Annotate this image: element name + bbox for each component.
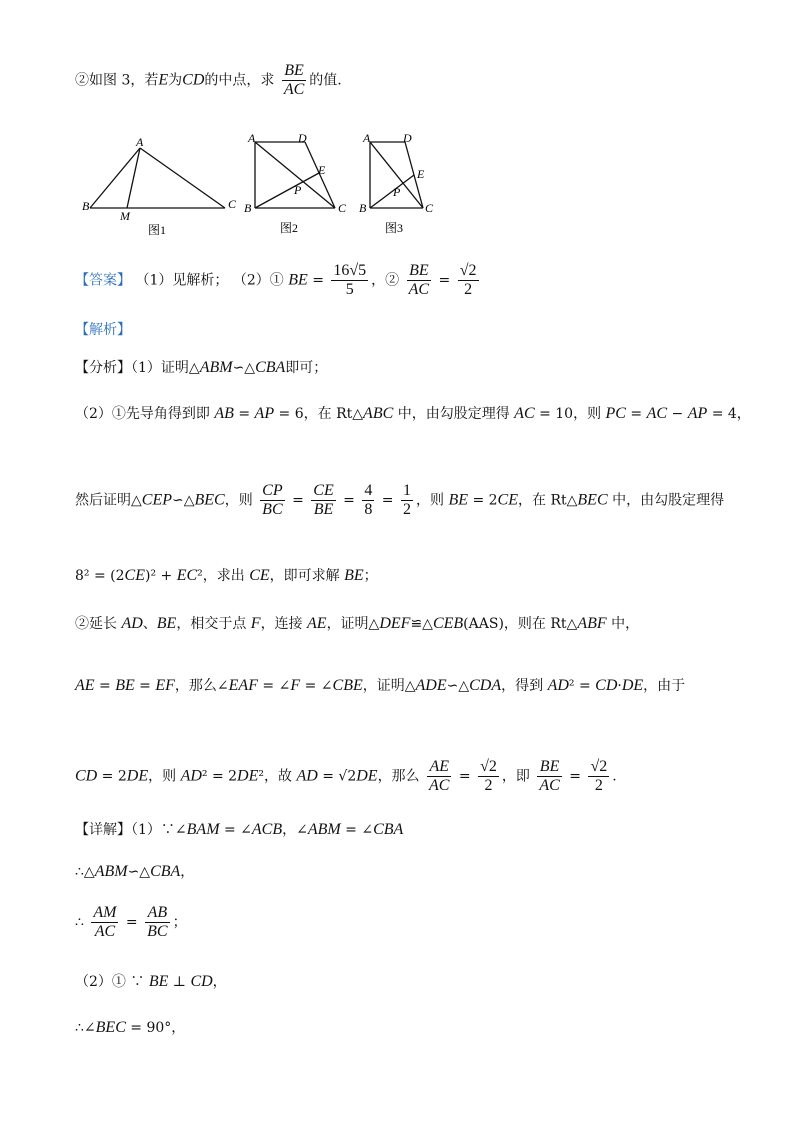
fig1-label-B: B bbox=[82, 199, 90, 213]
detail-tag: 【详解】 bbox=[75, 822, 131, 838]
fig2-label-C: C bbox=[338, 201, 347, 215]
fig3-caption: 图3 bbox=[385, 221, 404, 235]
fig2-label-P: P bbox=[294, 183, 302, 197]
detail-line-4: （2）① ∵ BE ⊥ CD， bbox=[75, 973, 227, 990]
fig1-label-C: C bbox=[228, 197, 237, 211]
analysis-line-4: 8² = (2CE)² + EC²，求出 CE，即可求解 BE； bbox=[75, 567, 378, 584]
answer-part1: （1）见解析； bbox=[135, 272, 229, 289]
fig1-label-A: A bbox=[136, 138, 144, 149]
detail-line-3: ∴ $\frac{AM}{AC}$ = $\frac{AB}{BC}$ ； bbox=[75, 904, 187, 940]
analysis-line-1: 【分析】（1）证明△ABM∽△CBA即可； bbox=[75, 359, 328, 376]
question-line: ②如图 3，若E为CD的中点，求 $\frac{BE}{AC}$ 的值. bbox=[75, 62, 342, 98]
figure-2 bbox=[240, 132, 360, 238]
fig2-label-A: A bbox=[248, 132, 256, 145]
analysis-tag: 【分析】 bbox=[75, 360, 131, 376]
analysis-heading: 【解析】 bbox=[75, 322, 131, 338]
detail-line-2: ∴△ABM∽△CBA， bbox=[75, 863, 195, 880]
answer-line: 【答案】 （1）见解析； （2）① BE = $\frac{16√5}{5}$ ，② $\frac{BE}{AC}$ = $\frac{√2}{2}$ bbox=[75, 262, 477, 298]
fig3-label-P: P bbox=[393, 185, 401, 199]
fig1-label-M: M bbox=[120, 209, 130, 223]
detail-line-5: ∴∠BEC = 90°， bbox=[75, 1019, 186, 1036]
analysis-line-6: AE = BE = EF，那么∠EAF = ∠F = ∠CBE，证明△ADE∽△CDA，得到 AD² = CD·DE，由于 bbox=[75, 677, 686, 694]
answer-tag: 【答案】 bbox=[75, 272, 131, 289]
fig2-label-D: D bbox=[298, 132, 307, 145]
fig3-label-B: B bbox=[359, 201, 367, 215]
analysis-line-2: （2）①先导角得到即 AB = AP = 6，在 Rt△ABC 中，由勾股定理得 AC = 10，则 PC = AC − AP = 4， bbox=[75, 405, 751, 422]
fig2-label-B: B bbox=[244, 201, 252, 215]
fig3-label-A: A bbox=[363, 132, 371, 145]
detail-line-1: 【详解】（1）∵∠BAM = ∠ACB，∠ABM = ∠CBA bbox=[75, 821, 404, 838]
fig2-caption: 图2 bbox=[280, 221, 299, 235]
analysis-line-7: CD = 2DE，则 AD² = 2DE²，故 AD = √2DE，那么 $\frac{AE}{AC}$ = $\frac{√2}{2}$ ，即 $\frac{BE}{AC}$ = $\frac{√2}{2}$ . bbox=[75, 758, 617, 794]
fig3-label-C: C bbox=[425, 201, 434, 215]
analysis-line-3: 然后证明△CEP∽△BEC，则 $\frac{CP}{BC}$ = $\frac{CE}{BE}$ = $\frac{4}{8}$ = $\frac{1}{2}$ ，则 BE = 2CE，在 Rt△BEC 中，由勾股定理得 bbox=[75, 482, 725, 518]
analysis-line-5: ②延长 AD、BE，相交于点 F，连接 AE，证明△DEF≌△CEB(AAS)，则在 Rt△ABF 中， bbox=[75, 615, 640, 632]
fig3-label-E: E bbox=[417, 167, 425, 181]
fig1-caption: 图1 bbox=[148, 223, 167, 237]
fig2-label-E: E bbox=[318, 163, 326, 177]
fig3-label-D: D bbox=[403, 132, 412, 145]
figure-1 bbox=[80, 138, 240, 238]
figure-3 bbox=[355, 132, 455, 238]
